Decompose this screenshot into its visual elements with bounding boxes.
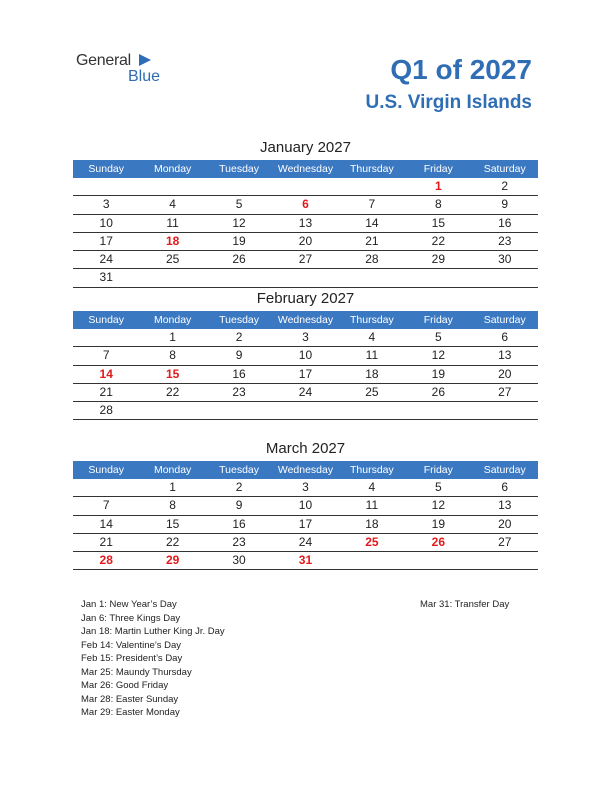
weekday-header xyxy=(73,311,538,329)
day-cell: 12 xyxy=(431,498,445,513)
day-cell: 7 xyxy=(102,348,110,363)
day-cell: 11 xyxy=(365,348,379,363)
day-cell xyxy=(272,269,338,286)
day-cell: 10 xyxy=(99,215,113,230)
day-cell: 21 xyxy=(99,384,113,399)
holiday-list-item: Mar 28: Easter Sunday xyxy=(81,693,179,705)
day-cell: 23 xyxy=(232,534,246,549)
week-row xyxy=(73,479,538,497)
day-cell: 5 xyxy=(434,480,442,494)
weekday-label: Tuesday xyxy=(219,464,259,476)
day-cell: 9 xyxy=(501,197,509,212)
day-cell: 15 xyxy=(165,516,180,531)
week-row xyxy=(73,233,538,251)
day-cell: 16 xyxy=(232,366,246,381)
weekday-label: Monday xyxy=(153,464,192,476)
holiday-list-secondary xyxy=(420,598,509,612)
day-cell: 29 xyxy=(165,553,180,568)
month-calendar-march xyxy=(73,439,538,570)
week-row xyxy=(73,251,538,269)
day-cell xyxy=(73,329,139,346)
day-cell: 14 xyxy=(99,516,113,531)
week-row xyxy=(73,269,538,287)
holiday-list-item: Mar 26: Good Friday xyxy=(81,680,169,691)
day-cell: 21 xyxy=(99,534,113,549)
day-cell: 15 xyxy=(165,366,180,381)
brand-logo xyxy=(76,52,161,85)
month-calendar-january xyxy=(73,138,538,288)
day-cell: 4 xyxy=(169,197,176,212)
day-cell: 27 xyxy=(498,534,512,549)
weekday-label: Friday xyxy=(423,163,453,175)
weekday-label: Saturday xyxy=(483,314,526,326)
day-cell: 8 xyxy=(169,498,176,513)
day-cell xyxy=(206,178,272,195)
week-row xyxy=(73,347,538,365)
day-cell: 17 xyxy=(99,233,113,248)
day-cell: 19 xyxy=(431,366,445,381)
day-cell: 7 xyxy=(102,498,110,513)
day-cell: 12 xyxy=(431,348,445,363)
week-row xyxy=(73,497,538,515)
logo-blue-text: Blue xyxy=(128,68,161,85)
holiday-list-item: Mar 31: Transfer Day xyxy=(420,599,510,610)
day-cell: 3 xyxy=(302,480,309,494)
day-cell: 3 xyxy=(302,330,309,344)
day-cell: 25 xyxy=(165,252,180,267)
day-cell xyxy=(272,178,338,195)
weekday-label: Sunday xyxy=(88,464,125,476)
day-cell: 19 xyxy=(431,516,445,531)
weekday-label: Friday xyxy=(423,464,453,476)
weekday-label: Wednesday xyxy=(277,314,334,326)
day-cell: 10 xyxy=(298,498,313,513)
day-cell xyxy=(339,402,405,419)
weekday-header xyxy=(73,160,538,178)
day-cell: 1 xyxy=(169,480,176,494)
day-cell xyxy=(206,269,272,286)
week-row xyxy=(73,552,538,570)
day-cell: 6 xyxy=(501,480,509,494)
day-cell xyxy=(472,552,538,569)
day-cell: 9 xyxy=(235,348,243,363)
day-cell: 28 xyxy=(365,252,379,267)
day-cell xyxy=(405,552,471,569)
holiday-list-item: Jan 18: Martin Luther King Jr. Day xyxy=(81,626,225,637)
day-cell: 8 xyxy=(169,348,176,363)
day-cell: 23 xyxy=(498,233,512,248)
day-cell: 26 xyxy=(431,534,445,549)
day-cell: 22 xyxy=(431,233,445,248)
day-cell xyxy=(339,552,405,569)
day-cell: 27 xyxy=(498,384,512,399)
day-cell: 14 xyxy=(99,366,113,381)
day-cell: 16 xyxy=(498,215,512,230)
day-cell: 20 xyxy=(498,516,512,531)
holiday-list-item: Jan 1: New Year’s Day xyxy=(81,599,177,610)
weekday-label: Saturday xyxy=(483,163,526,175)
day-cell: 22 xyxy=(165,384,180,399)
weekday-label: Wednesday xyxy=(277,163,334,175)
day-cell: 8 xyxy=(434,197,442,212)
week-row xyxy=(73,534,538,552)
day-cell: 11 xyxy=(166,215,179,230)
day-cell: 24 xyxy=(298,534,313,549)
weekday-label: Friday xyxy=(423,314,453,326)
day-cell xyxy=(139,178,205,195)
holiday-list-item: Mar 25: Maundy Thursday xyxy=(81,666,192,678)
week-row xyxy=(73,329,538,347)
day-cell: 27 xyxy=(298,252,313,267)
day-cell: 18 xyxy=(365,516,379,531)
day-cell: 13 xyxy=(298,215,313,230)
week-row xyxy=(73,384,538,402)
holiday-list xyxy=(81,598,225,720)
day-cell: 30 xyxy=(232,553,246,568)
day-cell: 28 xyxy=(99,553,113,568)
day-cell xyxy=(472,269,538,286)
holiday-list-item: Feb 15: President’s Day xyxy=(81,653,183,664)
day-cell: 13 xyxy=(498,348,512,363)
weekday-label: Thursday xyxy=(350,314,394,326)
weekday-header xyxy=(73,461,538,479)
day-cell: 29 xyxy=(431,252,445,267)
day-cell xyxy=(339,178,405,195)
week-row xyxy=(73,196,538,214)
day-cell xyxy=(139,269,205,286)
weekday-label: Monday xyxy=(153,163,192,175)
day-cell: 24 xyxy=(99,252,113,267)
day-cell xyxy=(73,178,139,195)
holiday-list-item: Feb 14: Valentine’s Day xyxy=(81,639,181,651)
weekday-label: Tuesday xyxy=(219,314,259,326)
page-subtitle: U.S. Virgin Islands xyxy=(365,92,532,113)
weekday-label: Saturday xyxy=(483,464,526,476)
day-cell: 18 xyxy=(165,233,180,248)
day-cell: 31 xyxy=(99,270,113,285)
day-cell xyxy=(73,479,139,496)
day-cell: 6 xyxy=(501,330,509,344)
day-cell: 30 xyxy=(498,252,512,267)
day-cell: 11 xyxy=(365,498,379,513)
week-row xyxy=(73,366,538,384)
day-cell xyxy=(339,269,405,286)
day-cell: 5 xyxy=(235,197,243,212)
day-cell: 4 xyxy=(368,330,376,344)
holiday-list-item: Mar 29: Easter Monday xyxy=(81,707,180,718)
week-row xyxy=(73,516,538,534)
day-cell: 2 xyxy=(235,480,243,494)
day-cell xyxy=(405,269,471,286)
logo-general-text: General xyxy=(76,52,131,69)
day-cell: 24 xyxy=(298,384,313,399)
month-title: February 2027 xyxy=(256,290,355,307)
logo-flag-icon xyxy=(139,54,151,66)
day-cell: 26 xyxy=(431,384,445,399)
day-cell: 4 xyxy=(368,480,376,494)
day-cell: 22 xyxy=(165,534,180,549)
holiday-list-item: Jan 6: Three Kings Day xyxy=(81,612,181,624)
day-cell: 28 xyxy=(99,403,113,418)
day-cell: 25 xyxy=(365,384,379,399)
day-cell: 20 xyxy=(298,233,313,248)
day-cell: 10 xyxy=(298,348,313,363)
weekday-label: Thursday xyxy=(350,163,394,175)
day-cell: 31 xyxy=(298,553,313,568)
day-cell: 6 xyxy=(302,197,309,212)
weekday-label: Monday xyxy=(153,314,192,326)
day-cell: 5 xyxy=(434,330,442,344)
day-cell: 23 xyxy=(232,384,246,399)
weekday-label: Wednesday xyxy=(277,464,334,476)
day-cell: 26 xyxy=(232,252,246,267)
weekday-label: Sunday xyxy=(88,314,125,326)
day-cell xyxy=(405,402,471,419)
day-cell: 2 xyxy=(501,179,509,193)
week-row xyxy=(73,215,538,233)
day-cell: 19 xyxy=(232,233,246,248)
day-cell xyxy=(272,402,338,419)
day-cell: 9 xyxy=(235,498,243,513)
day-cell: 25 xyxy=(365,534,379,549)
day-cell: 18 xyxy=(365,366,379,381)
day-cell: 17 xyxy=(298,366,313,381)
month-title: January 2027 xyxy=(260,139,351,156)
month-calendar-february xyxy=(73,289,538,420)
day-cell xyxy=(472,402,538,419)
day-cell: 1 xyxy=(434,179,442,193)
month-title: March 2027 xyxy=(265,440,346,457)
day-cell xyxy=(139,402,205,419)
day-cell: 1 xyxy=(169,330,176,344)
day-cell: 2 xyxy=(235,330,243,344)
day-cell xyxy=(206,402,272,419)
day-cell: 20 xyxy=(498,366,512,381)
day-cell: 13 xyxy=(498,498,512,513)
week-row xyxy=(73,402,538,420)
weekday-label: Tuesday xyxy=(219,163,259,175)
page-title: Q1 of 2027 xyxy=(390,54,532,85)
day-cell: 7 xyxy=(368,197,376,212)
weekday-label: Sunday xyxy=(88,163,125,175)
day-cell: 21 xyxy=(365,233,379,248)
day-cell: 3 xyxy=(102,197,110,212)
day-cell: 17 xyxy=(298,516,313,531)
day-cell: 15 xyxy=(431,215,445,230)
week-row xyxy=(73,178,538,196)
weekday-label: Thursday xyxy=(350,464,394,476)
day-cell: 12 xyxy=(232,215,246,230)
day-cell: 16 xyxy=(232,516,246,531)
day-cell: 14 xyxy=(365,215,379,230)
